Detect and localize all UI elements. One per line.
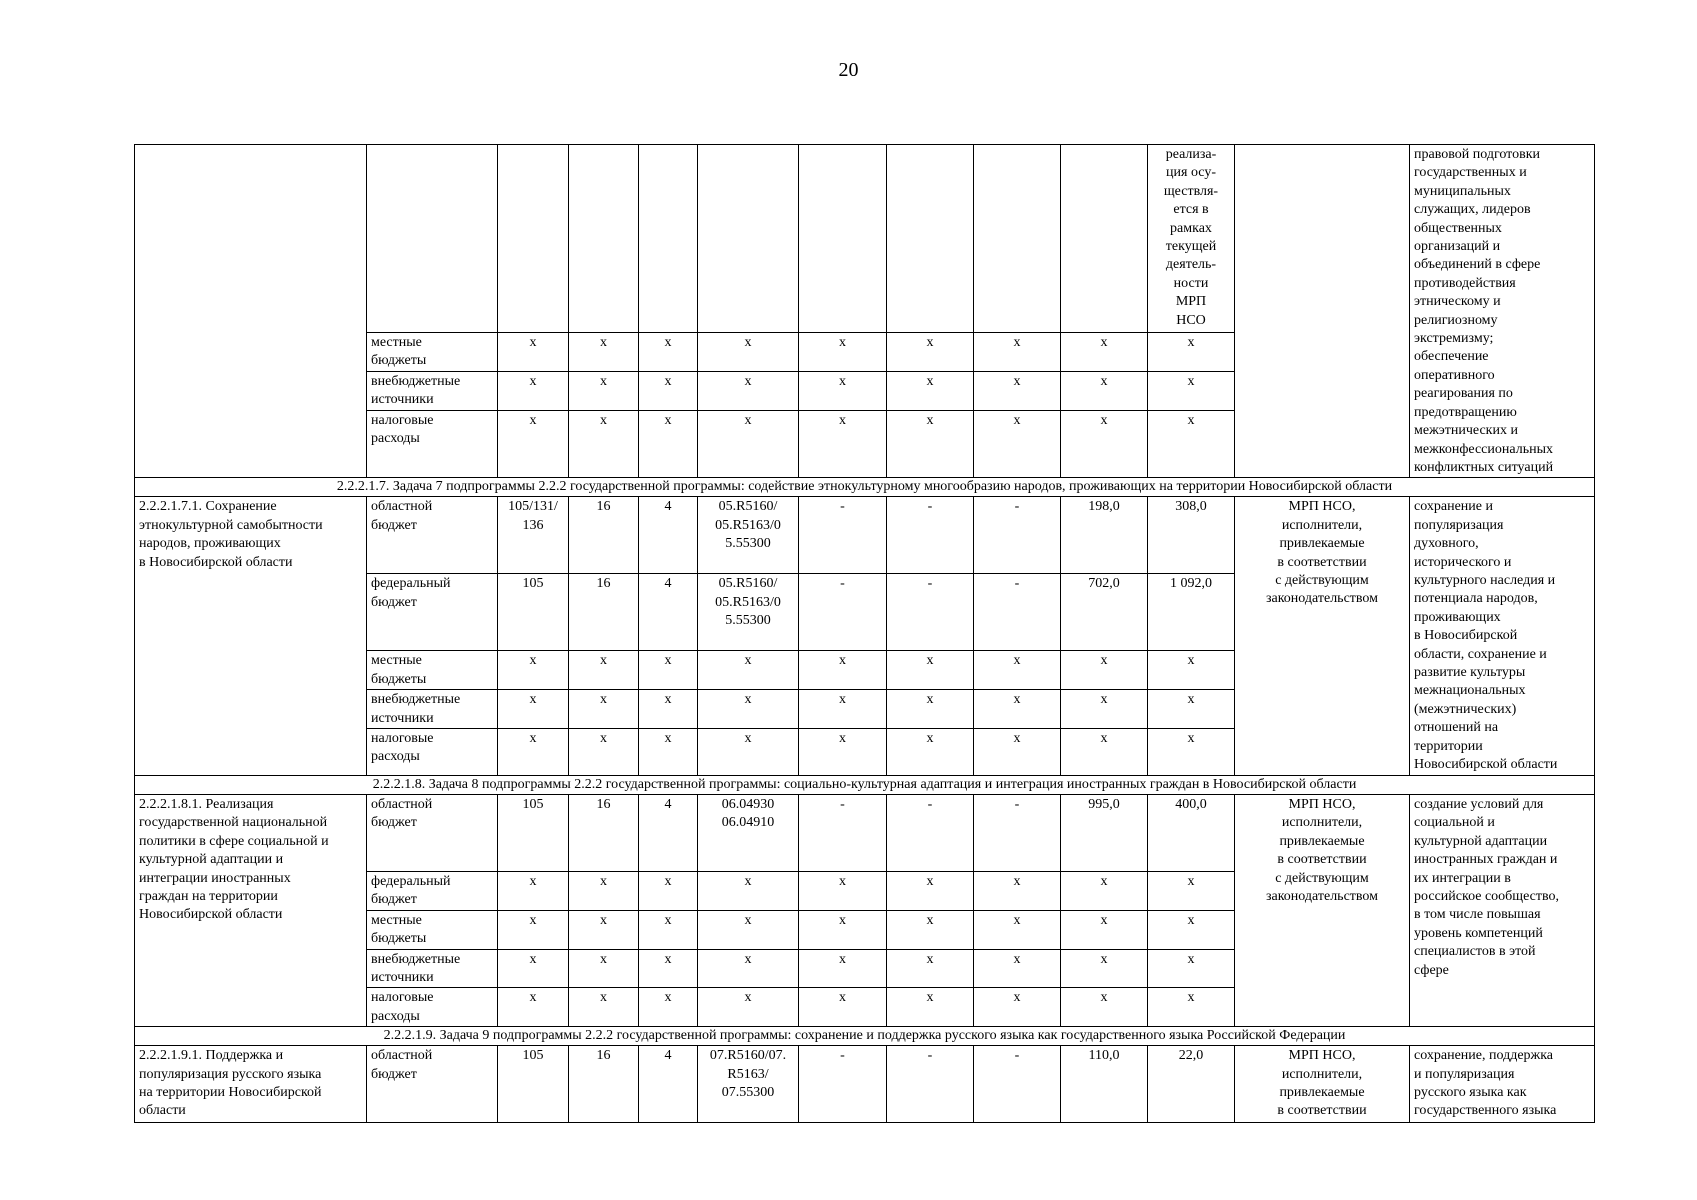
value-cell: 105 [498, 574, 569, 651]
value-cell: x [498, 988, 569, 1027]
funding-source-cell: налоговые расходы [367, 410, 498, 478]
event-cell: 2.2.2.1.8.1. Реализация государственной национальной политики в сфере социальной и культурной адаптации и интеграции иностранных граждан на территории Новосибирской области [135, 794, 367, 1026]
value-cell-empty [974, 145, 1061, 333]
result-cell: правовой подготовки государственных и муниципальных служащих, лидеров общественных организаций и объединений в сфере противодействия этническому и религиозному экстремизму; обеспечение оперативного реагирования по предотвращению межэтнических и межконфессиональных конфликтных ситуаций [1410, 145, 1595, 478]
value-cell: x [1061, 332, 1148, 371]
value-cell: x [1061, 988, 1148, 1027]
value-cell-empty [639, 145, 698, 333]
value-cell: x [974, 728, 1061, 775]
value-cell: x [974, 651, 1061, 690]
value-cell: 4 [639, 794, 698, 871]
value-cell: x [974, 949, 1061, 988]
funding-row [135, 497, 1595, 574]
value-cell: x [799, 988, 887, 1027]
value-cell: x [1148, 690, 1235, 729]
result-cell: сохранение, поддержка и популяризация русского языка как государственного языка [1410, 1046, 1595, 1123]
value-cell: x [498, 871, 569, 910]
program-events-table [134, 144, 1595, 1123]
value-cell: x [1061, 949, 1148, 988]
value-cell: 16 [569, 497, 639, 574]
value-cell: 05.R5160/ 05.R5163/0 5.55300 [698, 574, 799, 651]
funding-source-cell: местные бюджеты [367, 651, 498, 690]
value-cell: 07.R5160/07. R5163/ 07.55300 [698, 1046, 799, 1123]
value-cell: x [498, 690, 569, 729]
value-cell: 995,0 [1061, 794, 1148, 871]
value-cell: x [1148, 871, 1235, 910]
value-cell: 05.R5160/ 05.R5163/0 5.55300 [698, 497, 799, 574]
value-cell: x [498, 332, 569, 371]
value-cell: x [974, 910, 1061, 949]
value-cell: - [974, 794, 1061, 871]
value-cell: x [887, 371, 974, 410]
value-cell-empty [799, 145, 887, 333]
value-cell: - [887, 794, 974, 871]
value-cell: x [639, 332, 698, 371]
activity-note-cell: реализа- ция осу- ществля- ется в рамках текущей деятель- ности МРП НСО [1148, 145, 1235, 333]
value-cell: x [887, 332, 974, 371]
value-cell: x [639, 728, 698, 775]
event-cell-empty [135, 145, 367, 478]
value-cell: x [569, 910, 639, 949]
value-cell: x [887, 949, 974, 988]
value-cell: 1 092,0 [1148, 574, 1235, 651]
value-cell: 198,0 [1061, 497, 1148, 574]
section-title-row [135, 1027, 1595, 1046]
value-cell: x [698, 332, 799, 371]
executor-cell: МРП НСО, исполнители, привлекаемые в соответствии с действующим законодательством [1235, 794, 1410, 1026]
value-cell: 400,0 [1148, 794, 1235, 871]
value-cell: x [1148, 949, 1235, 988]
value-cell: x [799, 690, 887, 729]
continuation-row [135, 145, 1595, 333]
section-title-row [135, 478, 1595, 497]
value-cell-empty [887, 145, 974, 333]
value-cell: x [799, 871, 887, 910]
value-cell: x [1148, 910, 1235, 949]
funding-source-cell: налоговые расходы [367, 988, 498, 1027]
funding-source-cell: федеральный бюджет [367, 574, 498, 651]
value-cell: x [569, 410, 639, 478]
executor-cell: МРП НСО, исполнители, привлекаемые в соответствии [1235, 1046, 1410, 1123]
value-cell: x [698, 988, 799, 1027]
value-cell: x [498, 651, 569, 690]
executor-cell-empty [1235, 145, 1410, 478]
section-title-row [135, 775, 1595, 794]
value-cell: - [974, 574, 1061, 651]
value-cell: x [1148, 651, 1235, 690]
value-cell: - [887, 497, 974, 574]
funding-source-cell: местные бюджеты [367, 332, 498, 371]
value-cell-empty [569, 145, 639, 333]
value-cell: - [799, 1046, 887, 1123]
value-cell: x [639, 988, 698, 1027]
funding-source-cell: местные бюджеты [367, 910, 498, 949]
funding-source-cell: областной бюджет [367, 794, 498, 871]
value-cell: x [698, 651, 799, 690]
value-cell: x [887, 690, 974, 729]
value-cell: x [698, 410, 799, 478]
funding-row [135, 794, 1595, 871]
value-cell: - [799, 794, 887, 871]
value-cell: x [569, 371, 639, 410]
value-cell: x [799, 371, 887, 410]
value-cell: x [974, 871, 1061, 910]
event-cell: 2.2.2.1.9.1. Поддержка и популяризация русского языка на территории Новосибирской области [135, 1046, 367, 1123]
value-cell: x [887, 651, 974, 690]
value-cell: x [799, 651, 887, 690]
value-cell: x [1148, 410, 1235, 478]
funding-source-cell: внебюджетные источники [367, 690, 498, 729]
value-cell: x [1061, 651, 1148, 690]
value-cell: x [1061, 371, 1148, 410]
page-number: 20 [838, 59, 859, 81]
value-cell: x [569, 332, 639, 371]
section-title: 2.2.2.1.8. Задача 8 подпрограммы 2.2.2 государственной программы: социально-культурная адаптация и интеграция иностранных граждан в Новосибирской области [135, 775, 1595, 794]
funding-source-cell: областной бюджет [367, 497, 498, 574]
value-cell: x [887, 871, 974, 910]
value-cell: x [887, 728, 974, 775]
value-cell: x [1061, 690, 1148, 729]
event-cell: 2.2.2.1.7.1. Сохранение этнокультурной самобытности народов, проживающих в Новосибирской области [135, 497, 367, 776]
executor-cell: МРП НСО, исполнители, привлекаемые в соответствии с действующим законодательством [1235, 497, 1410, 776]
value-cell: 308,0 [1148, 497, 1235, 574]
value-cell: x [498, 728, 569, 775]
funding-source-cell: налоговые расходы [367, 728, 498, 775]
funding-source-cell: областной бюджет [367, 1046, 498, 1123]
value-cell: x [569, 871, 639, 910]
value-cell: x [698, 949, 799, 988]
value-cell: x [799, 332, 887, 371]
value-cell: 4 [639, 574, 698, 651]
value-cell: 16 [569, 1046, 639, 1123]
value-cell-empty [498, 145, 569, 333]
value-cell: x [974, 988, 1061, 1027]
result-cell: создание условий для социальной и культурной адаптации иностранных граждан и их интеграции в российское сообщество, в том числе повышая уровень компетенций специалистов в этой сфере [1410, 794, 1595, 1026]
value-cell: 16 [569, 574, 639, 651]
funding-source-cell: федеральный бюджет [367, 871, 498, 910]
section-title: 2.2.2.1.9. Задача 9 подпрограммы 2.2.2 государственной программы: сохранение и поддержка русского языка как государственного языка Российской Федерации [135, 1027, 1595, 1046]
value-cell: 06.04930 06.04910 [698, 794, 799, 871]
value-cell: x [698, 728, 799, 775]
value-cell: x [498, 949, 569, 988]
value-cell: 105/131/ 136 [498, 497, 569, 574]
value-cell: x [639, 949, 698, 988]
source-cell-empty [367, 145, 498, 333]
value-cell: x [698, 371, 799, 410]
value-cell: x [639, 871, 698, 910]
value-cell: x [639, 690, 698, 729]
value-cell: x [1061, 871, 1148, 910]
value-cell: - [799, 497, 887, 574]
value-cell: x [1148, 371, 1235, 410]
value-cell: x [887, 988, 974, 1027]
value-cell: 4 [639, 1046, 698, 1123]
value-cell: x [569, 949, 639, 988]
value-cell: x [799, 910, 887, 949]
value-cell: x [698, 910, 799, 949]
value-cell: x [974, 371, 1061, 410]
value-cell: x [698, 690, 799, 729]
value-cell: x [569, 988, 639, 1027]
value-cell: - [887, 1046, 974, 1123]
value-cell: x [799, 949, 887, 988]
value-cell: x [799, 410, 887, 478]
value-cell: x [698, 871, 799, 910]
value-cell: 4 [639, 497, 698, 574]
value-cell: x [974, 332, 1061, 371]
value-cell: x [887, 910, 974, 949]
value-cell-empty [1061, 145, 1148, 333]
value-cell: x [1061, 728, 1148, 775]
value-cell: x [639, 371, 698, 410]
result-cell: сохранение и популяризация духовного, исторического и культурного наследия и потенциала народов, проживающих в Новосибирской области, сохранение и развитие культуры межнациональных (межэтнических) отношений на территории Новосибирской области [1410, 497, 1595, 776]
value-cell: x [498, 910, 569, 949]
value-cell: x [569, 690, 639, 729]
value-cell: 110,0 [1061, 1046, 1148, 1123]
value-cell: x [887, 410, 974, 478]
value-cell: x [1148, 988, 1235, 1027]
value-cell: - [974, 1046, 1061, 1123]
funding-row [135, 1046, 1595, 1123]
value-cell: - [799, 574, 887, 651]
funding-source-cell: внебюджетные источники [367, 371, 498, 410]
value-cell: 702,0 [1061, 574, 1148, 651]
value-cell: 105 [498, 1046, 569, 1123]
value-cell: x [974, 690, 1061, 729]
section-title: 2.2.2.1.7. Задача 7 подпрограммы 2.2.2 государственной программы: содействие этнокультурному многообразию народов, проживающих на территории Новосибирской области [135, 478, 1595, 497]
value-cell: x [639, 910, 698, 949]
value-cell: x [799, 728, 887, 775]
value-cell: 22,0 [1148, 1046, 1235, 1123]
value-cell: x [974, 410, 1061, 478]
value-cell: - [974, 497, 1061, 574]
value-cell: x [1061, 410, 1148, 478]
funding-source-cell: внебюджетные источники [367, 949, 498, 988]
value-cell: x [498, 371, 569, 410]
value-cell: x [569, 728, 639, 775]
value-cell: x [639, 410, 698, 478]
value-cell-empty [698, 145, 799, 333]
value-cell: x [639, 651, 698, 690]
value-cell: x [1148, 332, 1235, 371]
value-cell: x [1061, 910, 1148, 949]
value-cell: - [887, 574, 974, 651]
value-cell: x [569, 651, 639, 690]
value-cell: x [1148, 728, 1235, 775]
value-cell: x [498, 410, 569, 478]
value-cell: 105 [498, 794, 569, 871]
value-cell: 16 [569, 794, 639, 871]
